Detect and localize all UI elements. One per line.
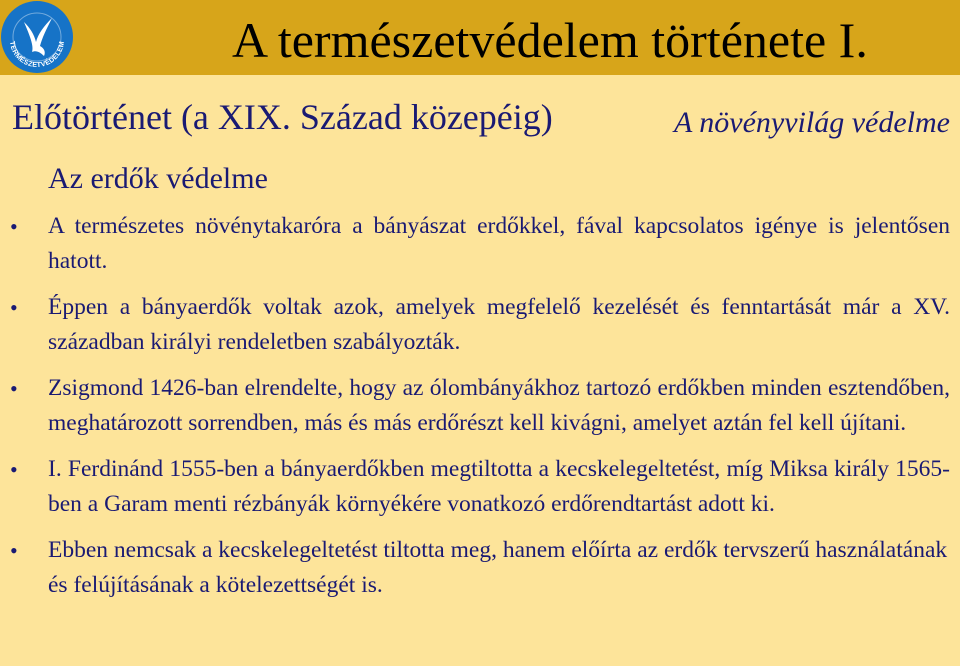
- bullet-item: [0, 209, 960, 279]
- bullet-dot-icon: •: [10, 376, 18, 401]
- bullet-item: [0, 290, 960, 360]
- bullet-dot-icon: •: [10, 214, 18, 239]
- bullet-dot-icon: •: [10, 295, 18, 320]
- section-heading: Az erdők védelme: [48, 162, 268, 195]
- nature-conservation-logo-icon: [0, 0, 74, 74]
- bullet-item: [0, 371, 960, 441]
- bullet-dot-icon: •: [10, 457, 18, 482]
- bullet-text: Éppen a bányaerdők voltak azok, amelyek megfelelő kezelését és fenntartását már a XV. században királyi rendeletben szabályozták.: [48, 294, 950, 355]
- topic-heading: A növényvilág védelme: [674, 106, 950, 139]
- bullet-item: [0, 452, 960, 522]
- page-title: A természetvédelem története I.: [232, 12, 868, 68]
- title-bar: [0, 0, 960, 75]
- bullet-list: [0, 209, 960, 614]
- bullet-item: [0, 533, 960, 603]
- bullet-text: Zsigmond 1426-ban elrendelte, hogy az ólombányákhoz tartozó erdőkben minden esztendőben, meghatározott sorrendben, más és más erdőrészt kell kivágni, amelyet aztán fel kell újítani.: [48, 375, 950, 436]
- bullet-text: I. Ferdinánd 1555-ben a bányaerdőkben megtiltotta a kecskelegeltetést, míg Miksa király 1565-ben a Garam menti rézbányák környékére vonatkozó erdőrendtartást adott ki.: [48, 456, 950, 517]
- bullet-text: Ebben nemcsak a kecskelegeltetést tiltotta meg, hanem előírta az erdők tervszerű használatának és felújításának a kötelezettségét is.: [48, 537, 948, 598]
- logo-text: TERMÉSZETVÉDELEM: [7, 40, 67, 70]
- subtitle: Előtörténet (a XIX. Század közepéig): [12, 97, 553, 137]
- bullet-dot-icon: •: [10, 538, 18, 563]
- bullet-text: A természetes növénytakaróra a bányászat erdőkkel, fával kapcsolatos igénye is jelentősen hatott.: [48, 213, 950, 274]
